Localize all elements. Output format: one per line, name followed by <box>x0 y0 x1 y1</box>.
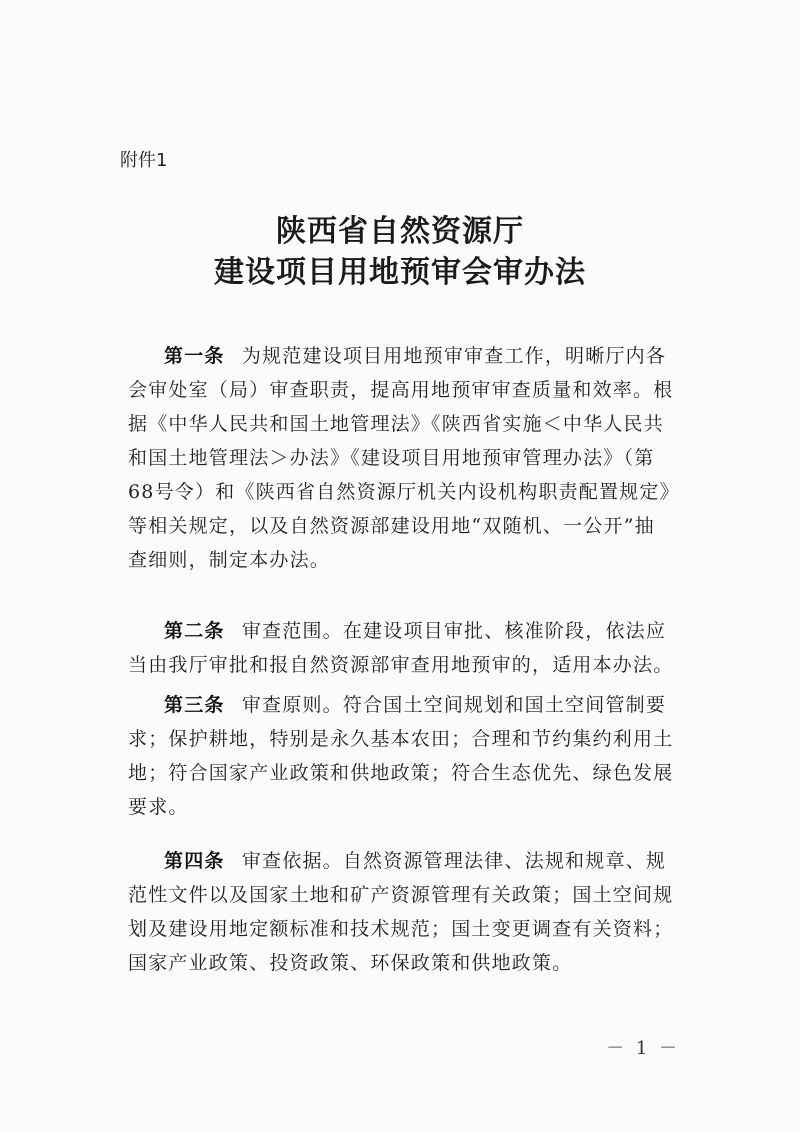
article-3-line-3: 地；符合国家产业政策和供地政策；符合生态优先、绿色发展 <box>128 762 674 784</box>
document-title-line-1: 陕西省自然资源厅 <box>276 214 524 249</box>
article-3-line-1 <box>164 690 666 720</box>
article-1-line-6: 等相关规定，以及自然资源部建设用地“双随机、一公开”抽 <box>128 515 655 537</box>
article-1-line-3: 据《中华人民共和国土地管理法》《陕西省实施＜中华人民共 <box>128 413 664 435</box>
attachment-label: 附件1 <box>120 150 168 171</box>
page-number: － 1 － <box>606 1038 680 1059</box>
article-2-text-1: 审查范围。在建设项目审批、核准阶段，依法应 <box>241 620 667 642</box>
article-4-heading: 第四条 <box>164 850 225 872</box>
article-1-heading: 第一条 <box>164 345 225 367</box>
article-1-line-2: 会审处室（局）审查职责，提高用地预审审查质量和效率。根 <box>128 379 674 401</box>
document-title-line-2: 建设项目用地预审会审办法 <box>214 255 586 290</box>
article-1-text-1: 为规范建设项目用地预审审查工作，明晰厅内各 <box>241 345 667 367</box>
article-1-line-7: 查细则，制定本办法。 <box>128 549 331 571</box>
article-1-line-4: 和国土地管理法＞办法》《建设项目用地预审管理办法》（第 <box>128 447 655 469</box>
article-4-line-3: 划及建设用地定额标准和技术规范；国土变更调查有关资料； <box>128 918 674 940</box>
article-2-line-1 <box>164 616 666 646</box>
article-4-line-2: 范性文件以及国家土地和矿产资源管理有关政策；国土空间规 <box>128 884 674 906</box>
article-4-line-4: 国家产业政策、投资政策、环保政策和供地政策。 <box>128 952 573 974</box>
article-1-line-1 <box>164 341 666 371</box>
article-3-line-4: 要求。 <box>128 796 189 818</box>
article-3-heading: 第三条 <box>164 694 225 716</box>
article-3-text-1: 审查原则。符合国土空间规划和国土空间管制要 <box>241 694 667 716</box>
article-4-line-1 <box>164 846 666 876</box>
article-1-line-5: 68号令）和《陕西省自然资源厅机关内设机构职责配置规定》 <box>128 481 680 503</box>
article-3-line-2: 求；保护耕地，特别是永久基本农田；合理和节约集约利用土 <box>128 728 674 750</box>
article-2-line-2: 当由我厅审批和报自然资源部审查用地预审的，适用本办法。 <box>128 654 674 676</box>
article-4-text-1: 审查依据。自然资源管理法律、法规和规章、规 <box>241 850 667 872</box>
article-2-heading: 第二条 <box>164 620 225 642</box>
